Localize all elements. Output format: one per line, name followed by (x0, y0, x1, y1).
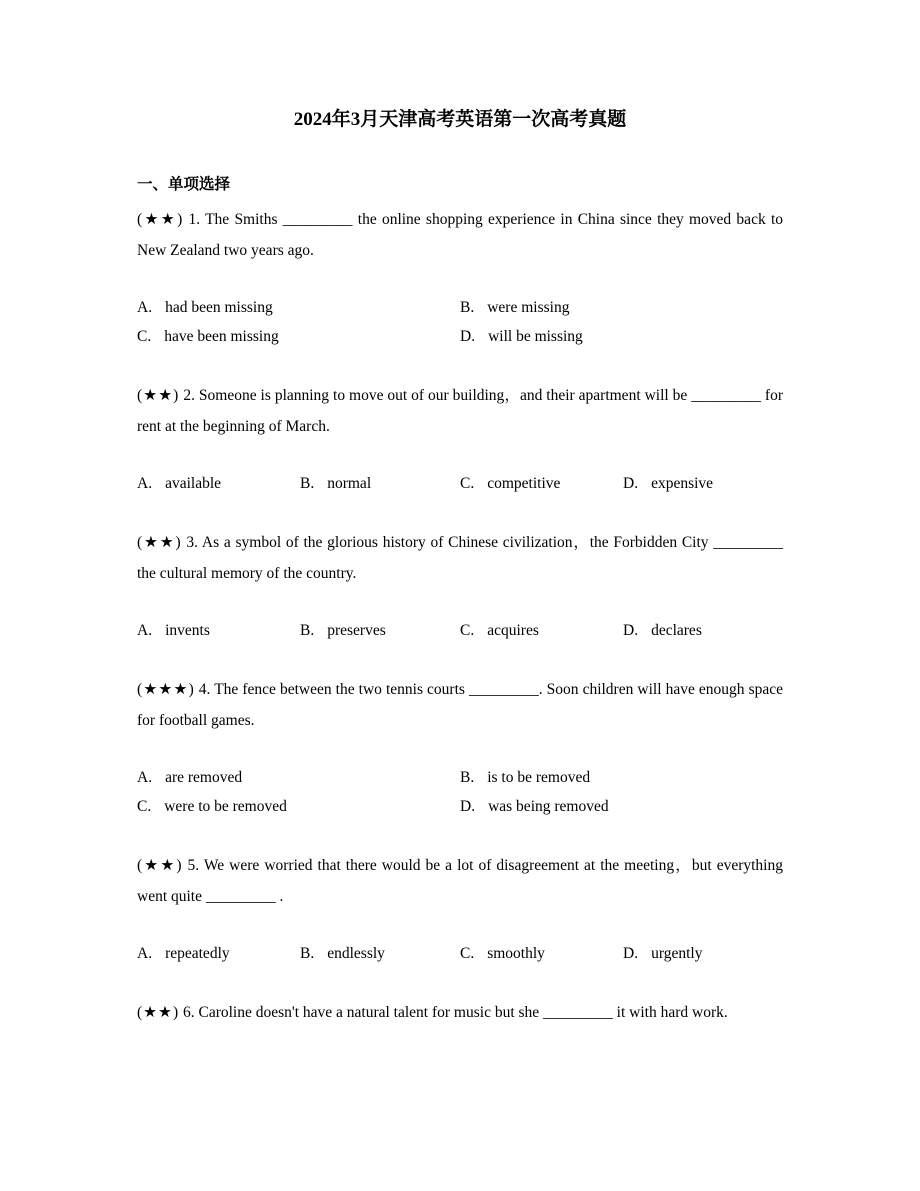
option-text: are removed (165, 769, 243, 786)
option-d (460, 792, 783, 821)
option-text: endlessly (327, 945, 385, 962)
option-a (137, 469, 300, 498)
difficulty-stars: (★★) (137, 534, 182, 551)
question-text: 6. Caroline doesn't have a natural talent for music but she _________ it with hard work. (183, 1004, 728, 1021)
option-a (137, 763, 460, 792)
option-text: were missing (487, 299, 570, 316)
option-d (623, 616, 783, 645)
option-letter: A. (137, 945, 153, 962)
option-text: preserves (327, 622, 386, 639)
option-text: acquires (487, 622, 539, 639)
option-b (460, 293, 783, 322)
question-text: 4. The fence between the two tennis courts _________. Soon children will have enough space for football games. (137, 681, 783, 729)
option-letter: B. (300, 622, 315, 639)
difficulty-stars: (★★) (137, 387, 180, 404)
option-c (460, 469, 623, 498)
option-text: expensive (651, 475, 714, 492)
option-text: normal (327, 475, 372, 492)
option-text: available (165, 475, 222, 492)
option-d (460, 322, 783, 351)
option-text: declares (651, 622, 702, 639)
option-c (137, 322, 460, 351)
difficulty-stars: (★★★) (137, 681, 195, 698)
option-letter: C. (460, 945, 475, 962)
option-letter: D. (460, 798, 476, 815)
option-c (137, 792, 460, 821)
option-letter: C. (137, 328, 152, 345)
option-b (460, 763, 783, 792)
question-text: 5. We were worried that there would be a lot of disagreement at the meeting，but everything went quite _________ . (137, 857, 783, 905)
options-list (137, 763, 783, 821)
question-6 (137, 997, 783, 1028)
option-letter: C. (460, 475, 475, 492)
option-letter: C. (137, 798, 152, 815)
option-c (460, 939, 623, 968)
question-stem (137, 674, 783, 736)
options-list (137, 293, 783, 351)
page-title: 2024年3月天津高考英语第一次高考真题 (293, 109, 627, 130)
question-text: 3. As a symbol of the glorious history of Chinese civilization，the Forbidden City _________ the cultural memory of the country. (137, 534, 783, 582)
option-b (300, 616, 460, 645)
question-5 (137, 850, 783, 968)
option-text: smoothly (487, 945, 545, 962)
question-text: 2. Someone is planning to move out of our building，and their apartment will be _________ for rent at the beginning of March. (137, 387, 783, 435)
option-c (460, 616, 623, 645)
option-text: urgently (651, 945, 703, 962)
option-b (300, 469, 460, 498)
question-1 (137, 204, 783, 351)
option-letter: B. (460, 299, 475, 316)
option-letter: A. (137, 622, 153, 639)
option-letter: A. (137, 475, 153, 492)
option-letter: B. (460, 769, 475, 786)
option-letter: B. (300, 945, 315, 962)
option-a (137, 939, 300, 968)
difficulty-stars: (★★) (137, 1004, 180, 1021)
option-letter: B. (300, 475, 315, 492)
difficulty-stars: (★★) (137, 857, 183, 874)
option-letter: A. (137, 769, 153, 786)
option-d (623, 469, 783, 498)
option-d (623, 939, 783, 968)
option-a (137, 293, 460, 322)
question-2 (137, 380, 783, 498)
option-text: had been missing (165, 299, 273, 316)
question-3 (137, 527, 783, 645)
question-stem (137, 204, 783, 266)
option-letter: D. (460, 328, 476, 345)
option-text: competitive (487, 475, 561, 492)
question-stem (137, 380, 783, 442)
options-list (137, 616, 783, 645)
options-list (137, 939, 783, 968)
question-stem (137, 997, 783, 1028)
question-stem (137, 527, 783, 589)
option-letter: D. (623, 475, 639, 492)
question-stem (137, 850, 783, 912)
question-4 (137, 674, 783, 821)
option-text: invents (165, 622, 210, 639)
section-heading: 一、单项选择 (137, 176, 231, 193)
option-text: is to be removed (487, 769, 591, 786)
option-b (300, 939, 460, 968)
option-a (137, 616, 300, 645)
options-list (137, 469, 783, 498)
difficulty-stars: (★★) (137, 211, 184, 228)
option-letter: A. (137, 299, 153, 316)
option-text: repeatedly (165, 945, 230, 962)
option-letter: D. (623, 945, 639, 962)
option-text: will be missing (488, 328, 583, 345)
option-text: have been missing (164, 328, 279, 345)
option-letter: C. (460, 622, 475, 639)
option-letter: D. (623, 622, 639, 639)
option-text: were to be removed (164, 798, 287, 815)
option-text: was being removed (488, 798, 609, 815)
question-text: 1. The Smiths _________ the online shopping experience in China since they moved back to New Zealand two years ago. (137, 211, 784, 259)
